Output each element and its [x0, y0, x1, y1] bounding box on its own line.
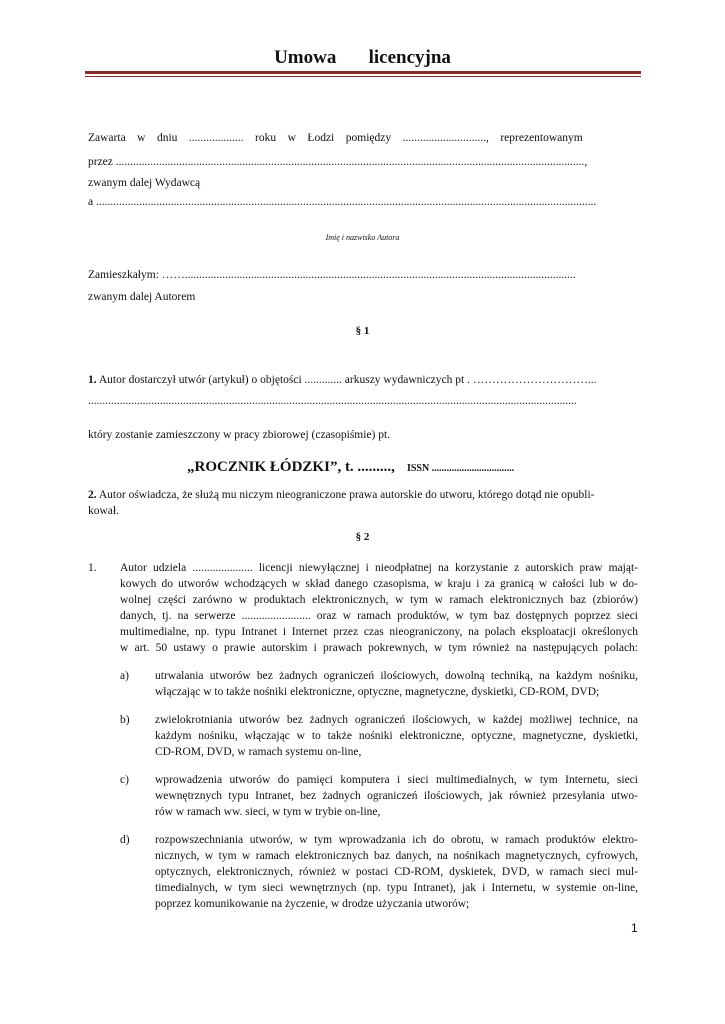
- residence-line: zwanym dalej Autorem: [88, 291, 196, 303]
- s1-p1-text: Autor dostarczył utwór (artykuł) o objętości ............. arkuszy wydawniczych pt . …………………………...: [96, 374, 597, 386]
- residence-line: Zamieszkałym: ……........................................................................................................................................: [88, 269, 576, 281]
- s1-p2-text: Autor oświadcza, że służą mu niczym nieograniczone prawa autorskie do utworu, którego dotąd nie opubli-: [96, 489, 595, 501]
- item-letter: d): [120, 834, 130, 846]
- s1-p1-continuation: który zostanie zamieszczony w pracy zbiorowej (czasopiśmie) pt.: [88, 429, 391, 441]
- s2-paragraph-1: [120, 560, 638, 656]
- item-line: utrwalania utworów bez żadnych ograniczeń ilościowych, dowolną techniką, na każdym nośniku,: [155, 670, 638, 682]
- s2-p1-line: danych, tj. na serwerze ........................ oraz w ramach produktów, w tym baz dostępnych poprzez sieci: [120, 610, 638, 622]
- item-line: poprzez komunikowanie na życzenie, w drodze użyczania utworów;: [155, 898, 470, 910]
- intro-line: przez ...................................................................................................................................................................,: [88, 156, 588, 168]
- document-title: Umowa licencyjna: [274, 47, 451, 68]
- item-letter: a): [120, 670, 129, 682]
- list-item: [155, 772, 638, 820]
- list-item: [155, 668, 638, 700]
- item-line: wewnętrznych typu Intranet, bez żadnych ograniczeń ilościowych, jak również przesyłania utwo-: [155, 790, 638, 802]
- item-line: nicznych, w tym w ramach elektronicznych baz danych, na nośnikach magnetycznych, cyfrowych,: [155, 850, 638, 862]
- item-letter: b): [120, 714, 130, 726]
- s1-paragraph-1: [88, 373, 638, 387]
- item-line: każdym nośniku, włączając w to także nośniki elektroniczne, optyczne, magnetyczne, dyskietki,: [155, 730, 638, 742]
- section-1-heading: § 1: [355, 325, 370, 337]
- item-line: rów w ramach ww. sieci, w tym w trybie on-line,: [155, 806, 381, 818]
- title-rule-thick: [85, 71, 641, 74]
- journal-title-line: [187, 458, 627, 478]
- item-line: timedialnych, w tym sieci wewnętrznych (np. typu Intranet), jak i Internetu, w systemie on-line,: [155, 882, 638, 894]
- s2-p1-line: w art. 50 ustawy o prawie autorskim i prawach pokrewnych, w tym również na następujących polach:: [120, 642, 638, 654]
- title-rule-thin: [85, 76, 641, 77]
- s2-p1-line: Autor udziela ..................... licencji niewyłącznej i nieodpłatnej na korzystanie z autorskich praw mająt-: [120, 562, 638, 574]
- s2-p1-line: kowych do utworów wchodzących w skład danego czasopisma, w kraju i za granicą w całości lub w do-: [120, 578, 638, 590]
- s1-p2-text-end: kował.: [88, 505, 119, 517]
- journal-title: „ROCZNIK ŁÓDZKI”, t. .........,: [187, 459, 395, 475]
- item-line: włączając w to także nośniki elektroniczne, optyczne, magnetyczne, dyskietki, CD-ROM, DVD;: [155, 686, 600, 698]
- item-line: wprowadzenia utworów do pamięci komputera i sieci multimedialnych, w tym Internetu, sieci: [155, 774, 638, 786]
- author-caption: Imię i nazwisko Autora: [325, 233, 400, 242]
- s1-p1-dots: ..........................................................................................................................................................................: [88, 395, 577, 407]
- s1-p2-number: 2.: [88, 489, 97, 501]
- intro-line: zwanym dalej Wydawcą: [88, 177, 201, 189]
- section-2-heading: § 2: [355, 531, 370, 543]
- page-number: 1: [631, 921, 638, 935]
- s1-p1-number: 1.: [88, 374, 97, 386]
- item-line: optycznych, elektronicznych, również w postaci CD-ROM, dyskietek, DVD, w ramach sieci mul-: [155, 866, 638, 878]
- item-line: rozpowszechniania utworów, w tym wprowadzania ich do obrotu, w ramach produktów elektro-: [155, 834, 638, 846]
- list-item: [155, 712, 638, 760]
- item-letter: c): [120, 774, 129, 786]
- list-item: [155, 832, 638, 912]
- s2-p1-line: wolnej części zarówno w produktach elektronicznych, w tym w ramach elektronicznych baz (zbiorów): [120, 594, 638, 606]
- item-line: zwielokrotniania utworów bez żadnych ograniczeń ilościowych, w każdej możliwej technice, na: [155, 714, 638, 726]
- journal-issn: ISSN .................................: [406, 463, 515, 474]
- s1-paragraph-2: [88, 488, 638, 502]
- s2-p1-number: 1.: [88, 562, 97, 574]
- s2-p1-line: multimedialne, np. typu Intranet i Internet przez czas nieograniczony, na polach eksploatacji określonych: [120, 626, 638, 638]
- intro-line: Zawarta w dniu ................... roku w Łodzi pomiędzy ............................., reprezentowanym: [88, 132, 583, 144]
- item-line: CD-ROM, DVD, w ramach systemu on-line,: [155, 746, 362, 758]
- intro-line: a ..............................................................................................................................................................................: [88, 196, 597, 208]
